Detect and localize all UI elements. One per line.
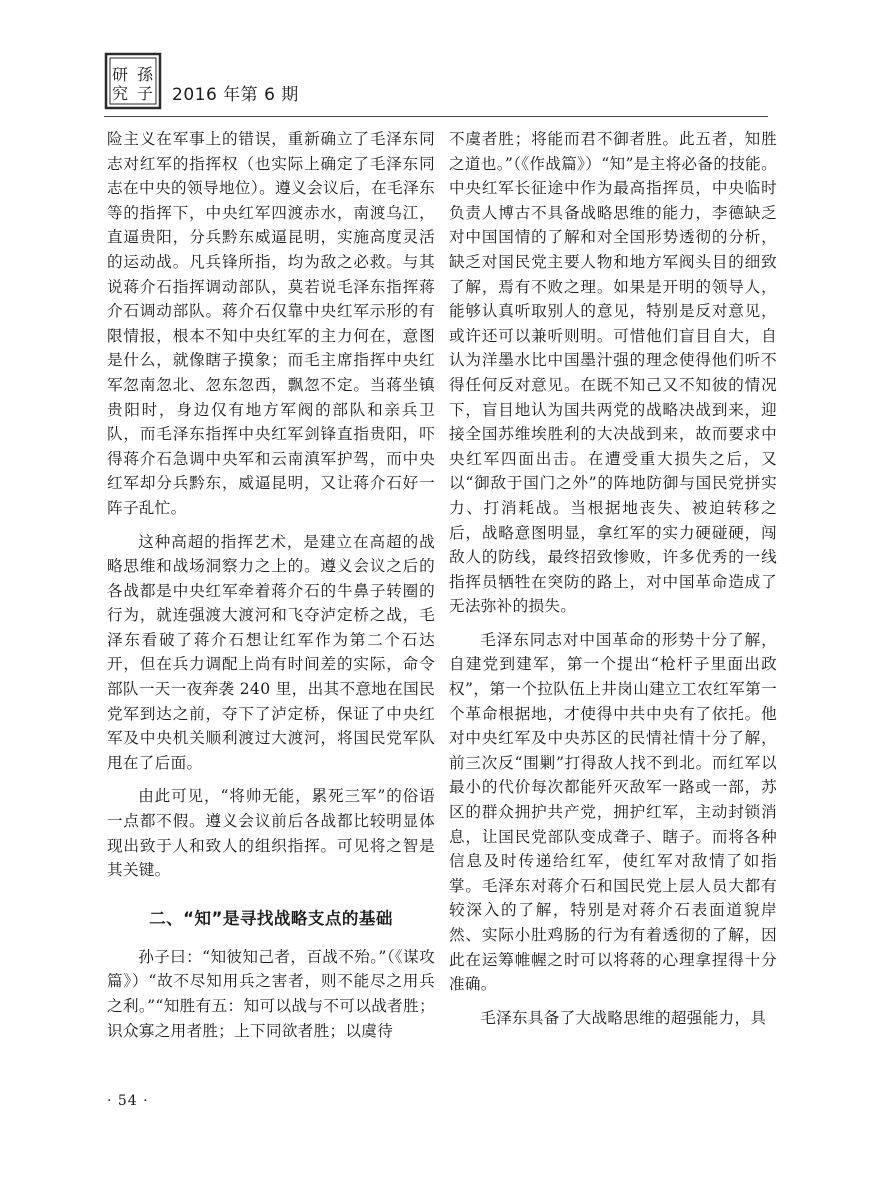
page-header <box>104 52 768 116</box>
issue-label: 2016 年第 6 期 <box>172 85 299 105</box>
paragraph: 毛泽东同志对中国革命的形势十分了解，自建党到建军，第一个提出“枪杆子里面出政权”，第一个拉队伍上井岗山建立工农红军第一个革命根据地，才使得中共中央有了依托。他对中央红军及中央苏区的民情社情十分了解，前三次反“围剿”打得敌人找不到北。而红军以最小的代价每次都能歼灭敌军一路或一部，苏区的群众拥护共产党，拥护红军，主动封锁消息，让国民党部队变成聋子、瞎子。而将各种信息及时传递给红军，使红军对敌情了如指掌。毛泽东对蒋介石和国民党上层人员大都有较深入的了解，特别是对蒋介石表面道貌岸然、实际小肚鸡肠的行为有着透彻的了解，因此在运筹帷幄之时可以将蒋的心理拿捏得十分准确。 <box>449 630 777 994</box>
logo-char-2: 究 <box>111 84 129 103</box>
paragraph: 不虞者胜；将能而君不御者胜。此五者，知胜之道也。”（《作战篇》）“知”是主将必备的技能。中央红军长征途中作为最高指挥员，中央临时负责人博古不具备战略思维的能力，李德缺乏对中国国情的了解和对全国形势透彻的分析，缺乏对国民党主要人物和地方军阀头目的细致了解，焉有不败之理。如果是开明的领导人，能够认真听取别人的意见，特别是反对意见，或许还可以兼听则明。可惜他们盲目自大，自认为洋墨水比中国墨汁强的理念使得他们听不得任何反对意见。在既不知己又不知彼的情况下，盲目地认为国共两党的战略决战到来，迎接全国苏维埃胜利的大决战到来，故而要求中央红军四面出击。在遭受重大损失之后，又以“御敌于国门之外”的阵地防御与国民党拼实力、打消耗战。当根据地丧失、被迫转移之后，战略意图明显，拿红军的实力硬碰硬，闯敌人的防线，最终招致惨败，许多优秀的一线指挥员牺牲在突防的路上，对中国革命造成了无法弥补的损失。 <box>449 130 777 616</box>
logo-char-4: 子 <box>136 84 154 103</box>
right-column <box>449 127 777 1030</box>
paragraph: 毛泽东具备了大战略思维的超强能力，具 <box>480 1008 767 1027</box>
logo-char-1: 研 <box>111 65 129 84</box>
paragraph: 这种高超的指挥艺术，是建立在高超的战略思维和战场洞察力之上的。遵义会议之后的各战都是中央红军牵着蒋介石的牛鼻子转圈的行为，就连强渡大渡河和飞夺泸定桥之战，毛泽东看破了蒋介石想让红军作为第二个石达开，但在兵力调配上尚有时间差的实际，命令部队一天一夜奔袭 240 里，出其不意地在国民党军到达之前，夺下了泸定桥，保证了中央红军及中央机关顺利渡过大渡河，将国民党军队甩在了后面。 <box>107 532 435 772</box>
journal-logo <box>104 52 162 110</box>
section-heading: 二、“知”是寻找战略支点的基础 <box>149 908 393 928</box>
journal-logo-seal <box>104 52 162 110</box>
logo-char-3: 孫 <box>136 65 154 84</box>
paragraph: 孙子曰：“知彼知己者，百战不殆。”（《谋攻篇》）“故不尽知用兵之害者，则不能尽之用兵之利。”“知胜有五：知可以战与不可以战者胜；识众寡之用者胜；上下同欲者胜；以虞待 <box>107 947 435 1040</box>
left-column <box>107 127 435 1043</box>
header-divider <box>104 116 768 117</box>
paragraph: 由此可见，“将帅无能，累死三军”的俗语一点都不假。遵义会议前后各战都比较明显体现出致于人和致人的组织指挥。可见将之智是其关键。 <box>107 787 435 880</box>
paragraph: 险主义在军事上的错误，重新确立了毛泽东同志对红军的指挥权（也实际上确定了毛泽东同志在中央的领导地位）。遵义会议后，在毛泽东等的指挥下，中央红军四渡赤水，南渡乌江，直逼贵阳，分兵黔东威逼昆明，实施高度灵活的运动战。凡兵锋所指，均为敌之必救。与其说蒋介石指挥调动部队，莫若说毛泽东指挥蒋介石调动部队。蒋介石仅靠中央红军示形的有限情报，根本不知中央红军的主力何在，意图是什么，就像瞎子摸象；而毛主席指挥中央红军忽南忽北、忽东忽西，飘忽不定。当蒋坐镇贵阳时，身边仅有地方军阀的部队和亲兵卫队，而毛泽东指挥中央红军剑锋直指贵阳，吓得蒋介石急调中央军和云南滇军护驾，而中央红军却分兵黔东，威逼昆明，又让蒋介石好一阵子乱忙。 <box>107 130 435 517</box>
page-number: · 54 · <box>107 1093 149 1109</box>
